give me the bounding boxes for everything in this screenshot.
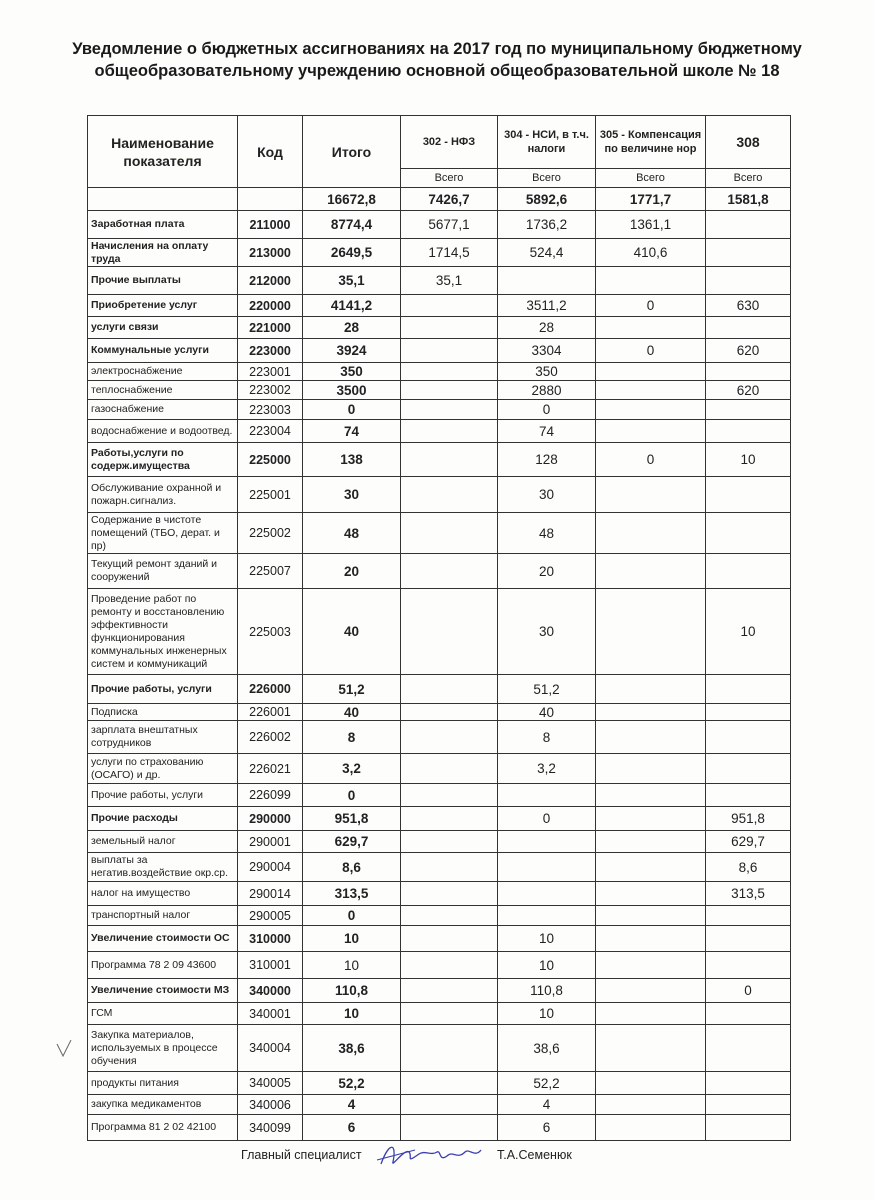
cell-total: 10: [303, 1003, 401, 1025]
cell-name: Закупка материалов, используемых в процессе обучения: [88, 1025, 238, 1072]
cell-308: [706, 477, 791, 513]
cell-total: 40: [303, 589, 401, 675]
cell-304: 4: [498, 1095, 596, 1115]
totals-305: 1771,7: [596, 188, 706, 211]
table-row: [88, 721, 791, 754]
cell-total: 0: [303, 400, 401, 420]
cell-302: [401, 477, 498, 513]
cell-305: [596, 807, 706, 831]
cell-302: [401, 1115, 498, 1141]
cell-total: 28: [303, 317, 401, 339]
cell-name: Заработная плата: [88, 211, 238, 239]
table-row: [88, 853, 791, 882]
table-row: [88, 554, 791, 589]
subheader-305: Всего: [596, 169, 706, 188]
cell-code: 223003: [238, 400, 303, 420]
cell-total: 6: [303, 1115, 401, 1141]
cell-304: [498, 882, 596, 906]
totals-302: 7426,7: [401, 188, 498, 211]
cell-code: 290004: [238, 853, 303, 882]
table-row: [88, 295, 791, 317]
cell-name: Прочие работы, услуги: [88, 784, 238, 807]
cell-total: 40: [303, 704, 401, 721]
cell-code: 223004: [238, 420, 303, 443]
cell-code: 290001: [238, 831, 303, 853]
cell-total: 8774,4: [303, 211, 401, 239]
table-row: [88, 1115, 791, 1141]
cell-305: 0: [596, 443, 706, 477]
cell-code: 340004: [238, 1025, 303, 1072]
cell-305: [596, 926, 706, 952]
table-row: [88, 363, 791, 381]
cell-total: 20: [303, 554, 401, 589]
cell-308: 620: [706, 381, 791, 400]
cell-total: 35,1: [303, 267, 401, 295]
cell-total: 4: [303, 1095, 401, 1115]
cell-302: [401, 979, 498, 1003]
cell-total: 3500: [303, 381, 401, 400]
cell-308: [706, 675, 791, 704]
cell-code: 340000: [238, 979, 303, 1003]
cell-304: [498, 784, 596, 807]
cell-name: Работы,услуги по содерж.имущества: [88, 443, 238, 477]
cell-308: 951,8: [706, 807, 791, 831]
table-row: [88, 675, 791, 704]
cell-code: 220000: [238, 295, 303, 317]
cell-code: 290014: [238, 882, 303, 906]
cell-305: [596, 721, 706, 754]
cell-code: 340006: [238, 1095, 303, 1115]
cell-308: 629,7: [706, 831, 791, 853]
cell-code: 310001: [238, 952, 303, 979]
cell-305: [596, 317, 706, 339]
header-308: 308: [706, 116, 791, 169]
cell-total: 10: [303, 926, 401, 952]
cell-name: земельный налог: [88, 831, 238, 853]
cell-302: 35,1: [401, 267, 498, 295]
cell-308: 630: [706, 295, 791, 317]
cell-305: [596, 906, 706, 926]
cell-308: 10: [706, 589, 791, 675]
table-row: [88, 1025, 791, 1072]
cell-305: [596, 1095, 706, 1115]
header-code: Код: [238, 116, 303, 188]
cell-total: 30: [303, 477, 401, 513]
cell-304: 0: [498, 400, 596, 420]
cell-total: 110,8: [303, 979, 401, 1003]
cell-305: [596, 1072, 706, 1095]
cell-304: 20: [498, 554, 596, 589]
cell-302: [401, 1003, 498, 1025]
cell-name: услуги связи: [88, 317, 238, 339]
totals-total: 16672,8: [303, 188, 401, 211]
cell-302: [401, 317, 498, 339]
cell-name: Содержание в чистоте помещений (ТБО, дерат. и пр): [88, 513, 238, 554]
cell-302: [401, 1095, 498, 1115]
cell-308: [706, 1072, 791, 1095]
cell-308: [706, 267, 791, 295]
cell-305: 410,6: [596, 239, 706, 267]
cell-code: 223002: [238, 381, 303, 400]
cell-302: [401, 906, 498, 926]
cell-304: 3,2: [498, 754, 596, 784]
cell-304: 8: [498, 721, 596, 754]
table-row: [88, 443, 791, 477]
cell-305: [596, 513, 706, 554]
cell-302: [401, 784, 498, 807]
table-row: [88, 513, 791, 554]
cell-name: Обслуживание охранной и пожарн.сигнализ.: [88, 477, 238, 513]
cell-name: теплоснабжение: [88, 381, 238, 400]
cell-304: 3304: [498, 339, 596, 363]
header-304: 304 - НСИ, в т.ч. налоги: [498, 116, 596, 169]
cell-302: [401, 853, 498, 882]
cell-302: [401, 721, 498, 754]
cell-name: Увеличение стоимости МЗ: [88, 979, 238, 1003]
cell-304: 524,4: [498, 239, 596, 267]
cell-302: [401, 381, 498, 400]
cell-code: 226000: [238, 675, 303, 704]
cell-305: 0: [596, 339, 706, 363]
cell-308: [706, 1003, 791, 1025]
cell-302: [401, 882, 498, 906]
cell-304: 40: [498, 704, 596, 721]
cell-304: 30: [498, 477, 596, 513]
header-name: Наименование показателя: [88, 116, 238, 188]
cell-308: [706, 420, 791, 443]
cell-total: 38,6: [303, 1025, 401, 1072]
cell-302: [401, 952, 498, 979]
cell-304: 10: [498, 952, 596, 979]
cell-total: 629,7: [303, 831, 401, 853]
cell-name: налог на имущество: [88, 882, 238, 906]
cell-name: транспортный налог: [88, 906, 238, 926]
table-row: [88, 400, 791, 420]
cell-308: [706, 926, 791, 952]
header-305: 305 - Компенсация по величине нор: [596, 116, 706, 169]
cell-304: 1736,2: [498, 211, 596, 239]
cell-304: 74: [498, 420, 596, 443]
table-row: [88, 952, 791, 979]
cell-name: Прочие выплаты: [88, 267, 238, 295]
cell-total: 2649,5: [303, 239, 401, 267]
cell-total: 3,2: [303, 754, 401, 784]
cell-total: 0: [303, 906, 401, 926]
cell-305: [596, 784, 706, 807]
cell-302: [401, 926, 498, 952]
cell-302: [401, 443, 498, 477]
cell-305: [596, 754, 706, 784]
cell-302: [401, 400, 498, 420]
cell-name: Программа 78 2 09 43600: [88, 952, 238, 979]
table-row: [88, 926, 791, 952]
cell-304: 30: [498, 589, 596, 675]
cell-302: 1714,5: [401, 239, 498, 267]
cell-305: [596, 420, 706, 443]
cell-code: 226002: [238, 721, 303, 754]
table-row: [88, 381, 791, 400]
cell-305: [596, 381, 706, 400]
cell-total: 0: [303, 784, 401, 807]
cell-code: 226001: [238, 704, 303, 721]
table-row: [88, 477, 791, 513]
cell-305: [596, 831, 706, 853]
cell-code: 225000: [238, 443, 303, 477]
cell-302: [401, 513, 498, 554]
cell-name: Прочие работы, услуги: [88, 675, 238, 704]
cell-total: 74: [303, 420, 401, 443]
cell-total: 138: [303, 443, 401, 477]
header-total: Итого: [303, 116, 401, 188]
cell-code: 225001: [238, 477, 303, 513]
cell-305: [596, 979, 706, 1003]
cell-308: [706, 754, 791, 784]
cell-308: [706, 1025, 791, 1072]
cell-308: 0: [706, 979, 791, 1003]
table-row: [88, 906, 791, 926]
cell-code: 310000: [238, 926, 303, 952]
cell-name: ГСМ: [88, 1003, 238, 1025]
cell-total: 8: [303, 721, 401, 754]
table-row: [88, 317, 791, 339]
signer-name: Т.А.Семенюк: [497, 1148, 572, 1162]
document-title: Уведомление о бюджетных ассигнованиях на 2017 год по муниципальному бюджетному общеобразовательному учреждению основной общеобразовательной школе № 18: [72, 40, 802, 80]
cell-name: Начисления на оплату труда: [88, 239, 238, 267]
cell-304: 2880: [498, 381, 596, 400]
cell-total: 3924: [303, 339, 401, 363]
table-row: [88, 1095, 791, 1115]
cell-302: [401, 363, 498, 381]
subheader-308: Всего: [706, 169, 791, 188]
cell-304: 6: [498, 1115, 596, 1141]
cell-308: 620: [706, 339, 791, 363]
subheader-302: Всего: [401, 169, 498, 188]
cell-305: [596, 1025, 706, 1072]
cell-304: [498, 831, 596, 853]
cell-308: [706, 317, 791, 339]
cell-302: [401, 754, 498, 784]
totals-name: [88, 188, 238, 211]
table-row: [88, 211, 791, 239]
cell-308: [706, 554, 791, 589]
cell-304: 3511,2: [498, 295, 596, 317]
cell-total: 10: [303, 952, 401, 979]
table-row: [88, 420, 791, 443]
cell-304: 10: [498, 1003, 596, 1025]
handwritten-signature: [375, 1138, 485, 1172]
table-row: [88, 754, 791, 784]
cell-305: [596, 363, 706, 381]
cell-305: [596, 882, 706, 906]
cell-total: 8,6: [303, 853, 401, 882]
cell-304: 52,2: [498, 1072, 596, 1095]
cell-name: Прочие расходы: [88, 807, 238, 831]
cell-code: 290000: [238, 807, 303, 831]
cell-name: зарплата внештатных сотрудников: [88, 721, 238, 754]
cell-302: [401, 704, 498, 721]
cell-308: [706, 363, 791, 381]
table-row: [88, 704, 791, 721]
cell-302: [401, 339, 498, 363]
cell-name: продукты питания: [88, 1072, 238, 1095]
table-row: [88, 882, 791, 906]
cell-name: Подписка: [88, 704, 238, 721]
table-row: [88, 831, 791, 853]
cell-304: 51,2: [498, 675, 596, 704]
cell-total: 51,2: [303, 675, 401, 704]
table-row: [88, 589, 791, 675]
cell-code: 340099: [238, 1115, 303, 1141]
cell-304: [498, 267, 596, 295]
cell-name: Коммунальные услуги: [88, 339, 238, 363]
cell-308: [706, 400, 791, 420]
cell-total: 52,2: [303, 1072, 401, 1095]
cell-308: [706, 784, 791, 807]
table-row: [88, 784, 791, 807]
cell-302: [401, 831, 498, 853]
cell-code: 223000: [238, 339, 303, 363]
cell-304: [498, 906, 596, 926]
check-mark-icon: [55, 1040, 75, 1060]
cell-305: [596, 675, 706, 704]
cell-304: 48: [498, 513, 596, 554]
cell-302: [401, 807, 498, 831]
cell-name: Проведение работ по ремонту и восстановлению эффективности функционирования коммунальных инженерных систем и коммуникаций: [88, 589, 238, 675]
cell-308: [706, 952, 791, 979]
cell-305: 1361,1: [596, 211, 706, 239]
totals-304: 5892,6: [498, 188, 596, 211]
budget-table: [87, 115, 791, 1141]
cell-304: 0: [498, 807, 596, 831]
cell-304: 10: [498, 926, 596, 952]
cell-name: электроснабжение: [88, 363, 238, 381]
cell-name: газоснабжение: [88, 400, 238, 420]
table-row: [88, 979, 791, 1003]
cell-305: [596, 589, 706, 675]
cell-name: Увеличение стоимости ОС: [88, 926, 238, 952]
cell-308: [706, 906, 791, 926]
cell-name: Программа 81 2 02 42100: [88, 1115, 238, 1141]
cell-305: [596, 704, 706, 721]
cell-name: Текущий ремонт зданий и сооружений: [88, 554, 238, 589]
cell-302: [401, 675, 498, 704]
cell-302: 5677,1: [401, 211, 498, 239]
cell-305: [596, 853, 706, 882]
cell-total: 350: [303, 363, 401, 381]
cell-name: выплаты за негатив.воздействие окр.ср.: [88, 853, 238, 882]
cell-304: 38,6: [498, 1025, 596, 1072]
totals-308: 1581,8: [706, 188, 791, 211]
cell-total: 313,5: [303, 882, 401, 906]
cell-308: [706, 1095, 791, 1115]
table-row: [88, 267, 791, 295]
cell-code: 221000: [238, 317, 303, 339]
subheader-304: Всего: [498, 169, 596, 188]
cell-308: 8,6: [706, 853, 791, 882]
footer: [0, 1146, 874, 1176]
cell-code: 213000: [238, 239, 303, 267]
cell-code: 226021: [238, 754, 303, 784]
cell-304: 28: [498, 317, 596, 339]
cell-name: закупка медикаментов: [88, 1095, 238, 1115]
cell-305: [596, 952, 706, 979]
table-row: [88, 1072, 791, 1095]
cell-total: 4141,2: [303, 295, 401, 317]
cell-305: [596, 400, 706, 420]
cell-302: [401, 1072, 498, 1095]
cell-code: 226099: [238, 784, 303, 807]
cell-308: [706, 239, 791, 267]
cell-302: [401, 554, 498, 589]
cell-304: 110,8: [498, 979, 596, 1003]
cell-code: 212000: [238, 267, 303, 295]
signer-position: Главный специалист: [241, 1148, 362, 1162]
cell-name: водоснабжение и водоотвед.: [88, 420, 238, 443]
cell-total: 48: [303, 513, 401, 554]
cell-302: [401, 589, 498, 675]
table-row: [88, 807, 791, 831]
cell-total: 951,8: [303, 807, 401, 831]
cell-308: 10: [706, 443, 791, 477]
table-row: [88, 239, 791, 267]
cell-code: 290005: [238, 906, 303, 926]
cell-302: [401, 1025, 498, 1072]
cell-code: 340001: [238, 1003, 303, 1025]
cell-304: [498, 853, 596, 882]
cell-code: 225007: [238, 554, 303, 589]
cell-305: [596, 477, 706, 513]
table-row: [88, 1003, 791, 1025]
cell-305: 0: [596, 295, 706, 317]
cell-308: [706, 704, 791, 721]
header-302: 302 - НФЗ: [401, 116, 498, 169]
cell-304: 128: [498, 443, 596, 477]
cell-code: 225002: [238, 513, 303, 554]
table-row: [88, 339, 791, 363]
cell-308: [706, 211, 791, 239]
header-row: [88, 116, 791, 169]
cell-code: 340005: [238, 1072, 303, 1095]
cell-305: [596, 267, 706, 295]
cell-302: [401, 420, 498, 443]
totals-code: [238, 188, 303, 211]
cell-308: [706, 721, 791, 754]
cell-308: [706, 513, 791, 554]
cell-code: 211000: [238, 211, 303, 239]
totals-row: [88, 188, 791, 211]
cell-304: 350: [498, 363, 596, 381]
cell-308: [706, 1115, 791, 1141]
cell-name: Приобретение услуг: [88, 295, 238, 317]
cell-302: [401, 295, 498, 317]
cell-code: 223001: [238, 363, 303, 381]
cell-305: [596, 1003, 706, 1025]
cell-308: 313,5: [706, 882, 791, 906]
cell-name: услуги по страхованию (ОСАГО) и др.: [88, 754, 238, 784]
cell-code: 225003: [238, 589, 303, 675]
cell-305: [596, 554, 706, 589]
cell-305: [596, 1115, 706, 1141]
